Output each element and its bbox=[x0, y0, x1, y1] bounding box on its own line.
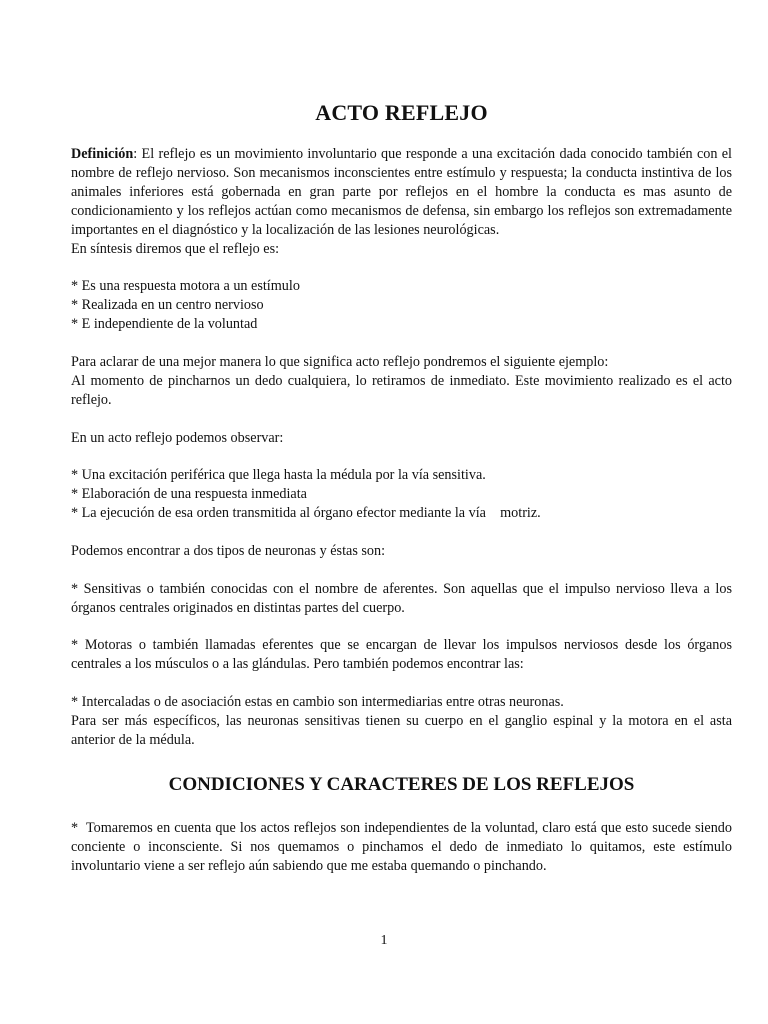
definition-term: Definición bbox=[71, 146, 134, 162]
document-body bbox=[71, 98, 736, 876]
section-title: CONDICIONES Y CARACTERES DE LOS REFLEJOS bbox=[168, 773, 635, 795]
list-item: * Una excitación periférica que llega hasta la médula por la vía sensitiva. bbox=[71, 467, 486, 484]
list-item: * Realizada en un centro nervioso bbox=[71, 297, 264, 314]
page-number: 1 bbox=[380, 933, 388, 948]
observe-intro: En un acto reflejo podemos observar: bbox=[71, 429, 284, 446]
definition-paragraph bbox=[71, 145, 732, 240]
example-intro: Para aclarar de una mejor manera lo que significa acto reflejo pondremos el siguiente ejemplo: bbox=[71, 353, 609, 370]
neurons-intro: Podemos encontrar a dos tipos de neuronas y éstas son: bbox=[71, 542, 386, 559]
synthesis-intro: En síntesis diremos que el reflejo es: bbox=[71, 240, 280, 257]
intercalated-neurons-paragraph: * Intercaladas o de asociación estas en cambio son intermediarias entre otras neuronas. bbox=[71, 694, 564, 711]
definition-text: : El reflejo es un movimiento involuntario que responde a una excitación dada conocido también con el nombre de reflejo nervioso. Son mecanismos inconscientes entre estímulo y respuesta; la conducta instintiva de los animales inferiores está gobernada en gran parte por reflejos en el hombre la conducta es mas asunto de condicionamiento y los reflejos actúan como mecanismos de defensa, sin embargo los reflejos son extremadamente importantes en el diagnóstico y la localización de las lesiones neurológicas. bbox=[71, 146, 732, 238]
page-title: ACTO REFLEJO bbox=[315, 100, 488, 125]
list-item: * E independiente de la voluntad bbox=[71, 316, 258, 333]
motor-neurons-paragraph: * Motoras o también llamadas eferentes que se encargan de llevar los impulsos nerviosos desde los órganos centrales a los músculos o a las glándulas. Pero también podemos encontrar las: bbox=[71, 637, 732, 673]
conditions-paragraph: * Tomaremos en cuenta que los actos reflejos son independientes de la voluntad, claro está que esto sucede siendo conciente o inconsciente. Si nos quemamos o pinchamos el dedo de inmediato lo quitamos, este estímulo involuntario viene a ser reflejo aún sabiendo que me estaba quemando o pinchando. bbox=[71, 819, 736, 874]
sensitive-neurons-paragraph: * Sensitivas o también conocidas con el nombre de aferentes. Son aquellas que el impulso nervioso lleva a los órganos centrales originados en distintas partes del cuerpo. bbox=[71, 580, 732, 616]
specifics-paragraph: Para ser más específicos, las neuronas sensitivas tienen su cuerpo en el ganglio espinal y la motora en el asta anterior de la médula. bbox=[71, 713, 732, 748]
list-item: * Elaboración de una respuesta inmediata bbox=[71, 486, 307, 503]
list-item: * La ejecución de esa orden transmitida al órgano efector mediante la vía motriz. bbox=[71, 505, 541, 522]
example-text: Al momento de pincharnos un dedo cualquiera, lo retiramos de inmediato. Este movimiento realizado es el acto reflejo. bbox=[71, 372, 732, 408]
list-item: * Es una respuesta motora a un estímulo bbox=[71, 278, 300, 295]
